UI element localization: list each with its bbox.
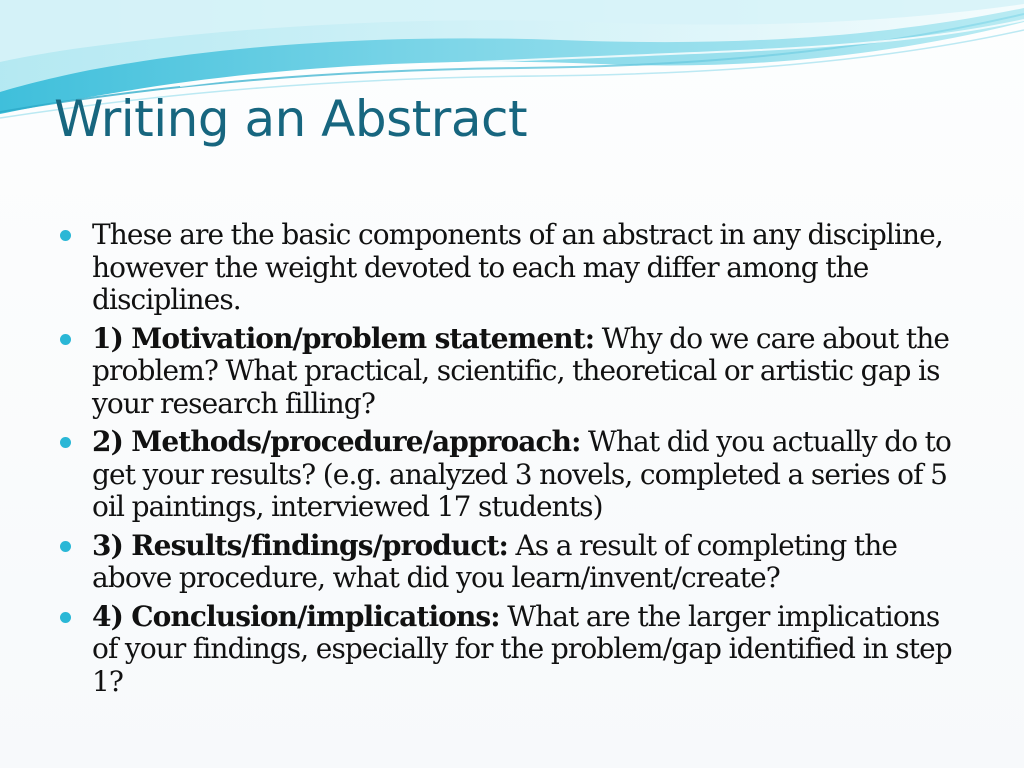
bullet-dot-icon xyxy=(60,230,71,241)
bullet-text: Why do we care about the problem? What practical, scientific, theoretical or artistic gap is your research filling? xyxy=(92,321,950,420)
bullet-list xyxy=(60,219,960,704)
bullet-dot-icon xyxy=(60,334,71,345)
bullet-item-intro xyxy=(60,219,960,317)
bullet-text: What are the larger implications of your findings, especially for the problem/gap identified in step 1? xyxy=(92,599,952,698)
bullet-heading: 4) Conclusion/implications: xyxy=(92,599,500,633)
bullet-item-conclusion xyxy=(60,601,960,699)
bullet-heading: 3) Results/findings/product: xyxy=(92,528,508,562)
slide-title: Writing an Abstract xyxy=(54,90,528,148)
bullet-dot-icon xyxy=(60,437,71,448)
bullet-item-methods xyxy=(60,426,960,524)
bullet-text: These are the basic components of an abstract in any discipline, however the weight devoted to each may differ among the disciplines. xyxy=(92,218,943,316)
bullet-dot-icon xyxy=(60,612,71,623)
bullet-dot-icon xyxy=(60,541,71,552)
bullet-heading: 1) Motivation/problem statement: xyxy=(92,321,595,355)
bullet-heading: 2) Methods/procedure/approach: xyxy=(92,425,581,458)
bullet-item-results xyxy=(60,530,960,595)
bullet-text: What did you actually do to get your results? (e.g. analyzed 3 novels, completed a series of 5 oil paintings, interviewed 17 students) xyxy=(92,425,951,523)
bullet-item-motivation xyxy=(60,323,960,421)
bullet-text: As a result of completing the above procedure, what did you learn/invent/create? xyxy=(92,528,898,594)
